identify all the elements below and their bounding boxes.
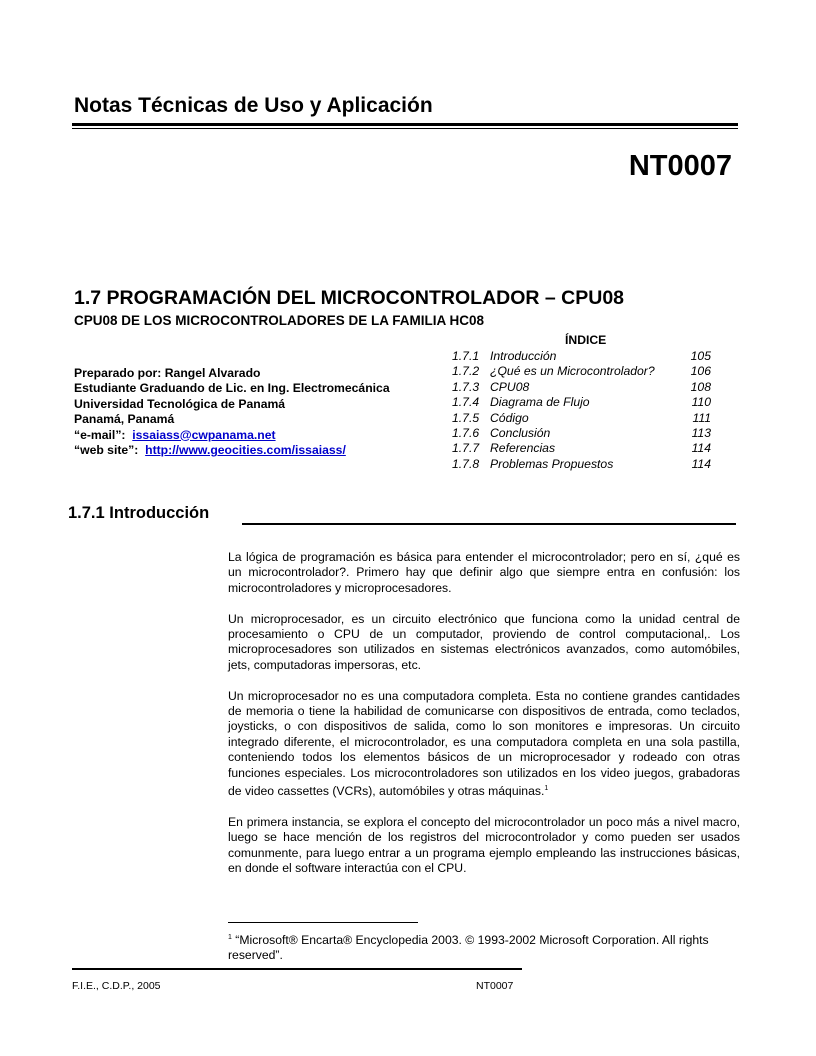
- intro-body: [228, 550, 740, 892]
- toc-number: 1.7.2: [452, 364, 480, 379]
- footer-right: NT0007: [476, 980, 514, 992]
- toc-item[interactable]: [452, 457, 711, 472]
- footnote-marker: 1: [228, 934, 232, 941]
- toc-page: 106: [690, 364, 711, 379]
- intro-heading: 1.7.1 Introducción: [68, 504, 210, 522]
- toc-label: Diagrama de Flujo: [490, 395, 590, 410]
- toc-label: Código: [490, 410, 529, 425]
- author-degree: Estudiante Graduando de Lic. en Ing. Electromecánica: [74, 381, 390, 396]
- footnote-reference[interactable]: 1: [544, 785, 549, 793]
- footnote-separator: [228, 922, 418, 923]
- toc-item[interactable]: [452, 426, 711, 441]
- header-rule-thick: [72, 123, 738, 126]
- author-city: Panamá, Panamá: [74, 412, 175, 427]
- intro-heading-rule: [242, 523, 736, 525]
- toc-heading: ÍNDICE: [565, 333, 607, 347]
- intro-paragraph-2: Un microprocesador, es un circuito electrónico que funciona como la unidad central de procesamiento o CPU de un computador, proviendo de control computacional,. Los microprocesadores son utilizados en sistemas electrónicos avanzados, como automóbiles, jets, computadoras impersoras, etc.: [228, 611, 740, 672]
- doc-code: NT0007: [628, 150, 732, 182]
- footer-rule: [72, 968, 522, 970]
- toc-label: Conclusión: [490, 426, 551, 441]
- footer-left: F.I.E., C.D.P., 2005: [72, 980, 161, 992]
- author-prepared: Preparado por: Rangel Alvarado: [74, 366, 261, 380]
- table-of-contents: [452, 349, 711, 472]
- toc-item[interactable]: [452, 411, 711, 426]
- intro-paragraph-1: La lógica de programación es básica para entender el microcontrolador; pero en sí, ¿qué es un microcontrolador?. Primero hay que definir algo que siempre entra en confusión: los microcontroladores y microprocesadores.: [228, 550, 740, 595]
- toc-label: Referencias: [490, 441, 556, 456]
- email-label: “e-mail”:: [74, 427, 126, 442]
- header-title: Notas Técnicas de Uso y Aplicación: [74, 94, 433, 117]
- header-rule-thin: [72, 128, 738, 129]
- toc-label: CPU08: [490, 379, 530, 394]
- toc-number: 1.7.6: [452, 426, 480, 441]
- toc-number: 1.7.8: [452, 456, 480, 471]
- intro-paragraph-4: En primera instancia, se explora el concepto del microcontrolador un poco más a nivel macro, luego se hace mención de los registros del microcontrolador y como pueden ser usados comunmente, para luego entrar a un programa ejemplo empleando las instrucciones básicas, en donde el software interactúa con el CPU.: [228, 814, 740, 876]
- toc-item[interactable]: [452, 395, 711, 410]
- toc-item[interactable]: [452, 441, 711, 456]
- author-university: Universidad Tecnológica de Panamá: [74, 396, 286, 411]
- author-block: [74, 366, 390, 458]
- intro-paragraph-3: [228, 689, 740, 800]
- email-link[interactable]: issaiass@cwpanama.net: [132, 427, 276, 442]
- toc-number: 1.7.7: [452, 441, 480, 456]
- author-email-row: [74, 428, 390, 443]
- toc-page: 105: [690, 349, 711, 363]
- section-subtitle: CPU08 DE LOS MICROCONTROLADORES DE LA FAMILIA HC08: [74, 313, 485, 328]
- toc-page: 113: [691, 426, 711, 441]
- toc-label: Problemas Propuestos: [490, 456, 614, 471]
- footnote: [228, 930, 728, 964]
- toc-label: Introducción: [490, 349, 557, 363]
- toc-page: 108: [690, 379, 711, 394]
- toc-page: 111: [692, 410, 711, 425]
- toc-item[interactable]: [452, 380, 711, 395]
- web-label: “web site”:: [74, 443, 139, 458]
- author-web-row: [74, 443, 390, 458]
- toc-page: 110: [691, 395, 711, 410]
- toc-number: 1.7.5: [452, 410, 480, 425]
- toc-number: 1.7.3: [452, 379, 480, 394]
- toc-number: 1.7.4: [452, 395, 480, 410]
- toc-number: 1.7.1: [452, 349, 480, 363]
- footnote-text: “Microsoft® Encarta® Encyclopedia 2003. © 1993-2002 Microsoft Corporation. All rights reserved”.: [228, 933, 709, 963]
- toc-page: 114: [691, 456, 711, 471]
- toc-page: 114: [691, 441, 711, 456]
- intro-paragraph-3-text: Un microprocesador no es una computadora completa. Esta no contiene grandes cantidades de memoria o tiene la habilidad de comunicarse con dispositivos de entrada, como teclados, joysticks, o con dispositivos de salida, como lo son monitores e impresoras. Un circuito integrado diferente, el microcontrolador, es una computadora completa en una sola pastilla, conteniendo todos los elementos básicos de un microprocesador y rodeado con otras funciones especiales. Los microcontroladores son utilizados en los video juegos, grabadoras de video cassettes (VCRs), automóbiles y otras máquinas.: [228, 688, 740, 799]
- toc-label: ¿Qué es un Microcontrolador?: [490, 364, 655, 379]
- toc-item[interactable]: [452, 349, 711, 364]
- toc-item[interactable]: [452, 364, 711, 379]
- web-link[interactable]: http://www.geocities.com/issaiass/: [145, 443, 346, 458]
- section-title: 1.7 PROGRAMACIÓN DEL MICROCONTROLADOR – CPU08: [74, 287, 625, 309]
